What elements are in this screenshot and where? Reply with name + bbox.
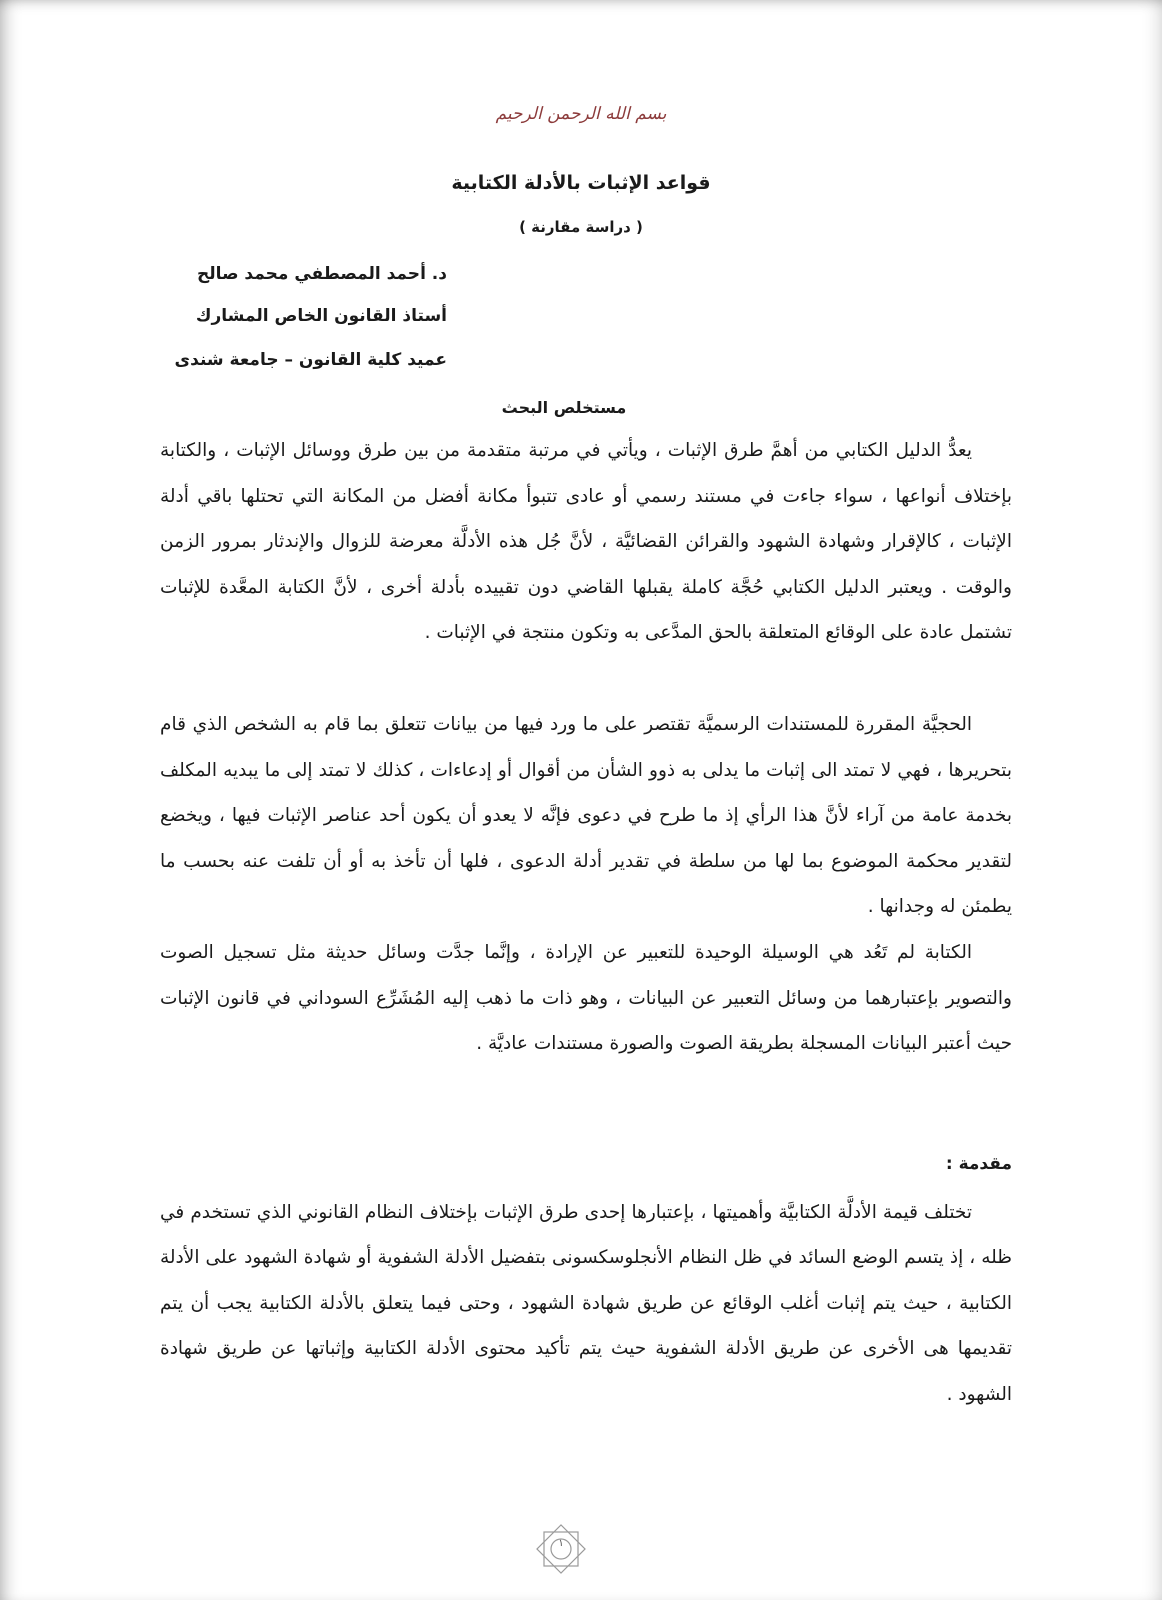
abstract-heading: مستخلص البحث [501,398,627,417]
introduction-heading: مقدمة : [945,1154,1012,1174]
author-position: أستاذ القانون الخاص المشارك [195,306,447,326]
document-subtitle: ( دراسة مقارنة ) [519,218,643,236]
author-name: د. أحمد المصطفي محمد صالح [197,264,447,284]
page-number-ornament [530,1518,592,1580]
abstract-paragraph-2: الحجيَّة المقررة للمستندات الرسميَّة تقتصر على ما ورد فيها من بيانات تتعلق بما قام به الشخص الذي قام بتحريرها ، فهي لا تمتد الى إثبات ما يدلى به ذوو الشأن من أقوال أو إدعاءات ، كذلك لا تمتد إلى ما يبديه المكلف بخدمة عامة من آراء لأنَّ هذا الرأي إذ ما طرح في دعوى فإنَّه لا يعدو أن يكون أحد عناصر الإثبات فيها ، ويخضع لتقدير محكمة الموضوع بما لها من سلطة في تقدير أدلة الدعوى ، فلها أن تأخذ به أو أن تلفت عنه بحسب ما يطمئن له وجدانها . [160,714,1012,918]
document-title: قواعد الإثبات بالأدلة الكتابية [451,172,711,194]
page-number: ١ [558,1538,564,1549]
abstract-paragraph-3: الكتابة لم تَعُد هي الوسيلة الوحيدة للتعبير عن الإرادة ، وإنَّما جدَّت وسائل حديثة مثل تسجيل الصوت والتصوير بإعتبارهما من وسائل التعبير عن البيانات ، وهو ذات ما ذهب إليه المُشَرِّع السوداني في قانون الإثبات حيث أعتبر البيانات المسجلة بطريقة الصوت والصورة مستندات عاديَّة . [160,942,1012,1055]
basmala-calligraphy: بسم الله الرحمن الرحيم [495,104,667,124]
octagram-ornament-icon [530,1518,592,1580]
introduction-paragraph: تختلف قيمة الأدلَّة الكتابيَّة وأهميتها ، بإعتبارها إحدى طرق الإثبات بإختلاف النظام القانوني الذي تستخدم في ظله ، إذ يتسم الوضع السائد في ظل النظام الأنجلوسكسونى بتفضيل الأدلة الشفوية أو شهادة الشهود على الأدلة الكتابية ، حيث يتم إثبات أغلب الوقائع عن طريق شهادة الشهود ، وحتى فيما يتعلق بالأدلة الكتابية يجب أن يتم تقديمها هى الأخرى عن طريق الأدلة الشفوية حيث يتم تأكيد محتوى الأدلة الكتابية وإثباتها عن طريق شهادة الشهود . [160,1202,1012,1405]
abstract-paragraph-1: يعدُّ الدليل الكتابي من أهمَّ طرق الإثبات ، ويأتي في مرتبة متقدمة من بين طرق ووسائل الإثبات ، والكتابة بإختلاف أنواعها ، سواء جاءت في مستند رسمي أو عادى تتبوأ مكانة أفضل من المكانة التي تحتلها باقي أدلة الإثبات ، كالإقرار وشهادة الشهود والقرائن القضائيَّة ، لأنَّ جُل هذه الأدلَّة معرضة للزوال والإندثار بمرور الزمن والوقت . ويعتبر الدليل الكتابي حُجَّة كاملة يقبلها القاضي دون تقييده بأدلة أخرى ، لأنَّ الكتابة المعَّدة للإثبات تشتمل عادة على الوقائع المتعلقة بالحق المدَّعى به وتكون منتجة في الإثبات . [160,440,1012,644]
author-affiliation: عميد كلية القانون – جامعة شندى [174,350,447,370]
